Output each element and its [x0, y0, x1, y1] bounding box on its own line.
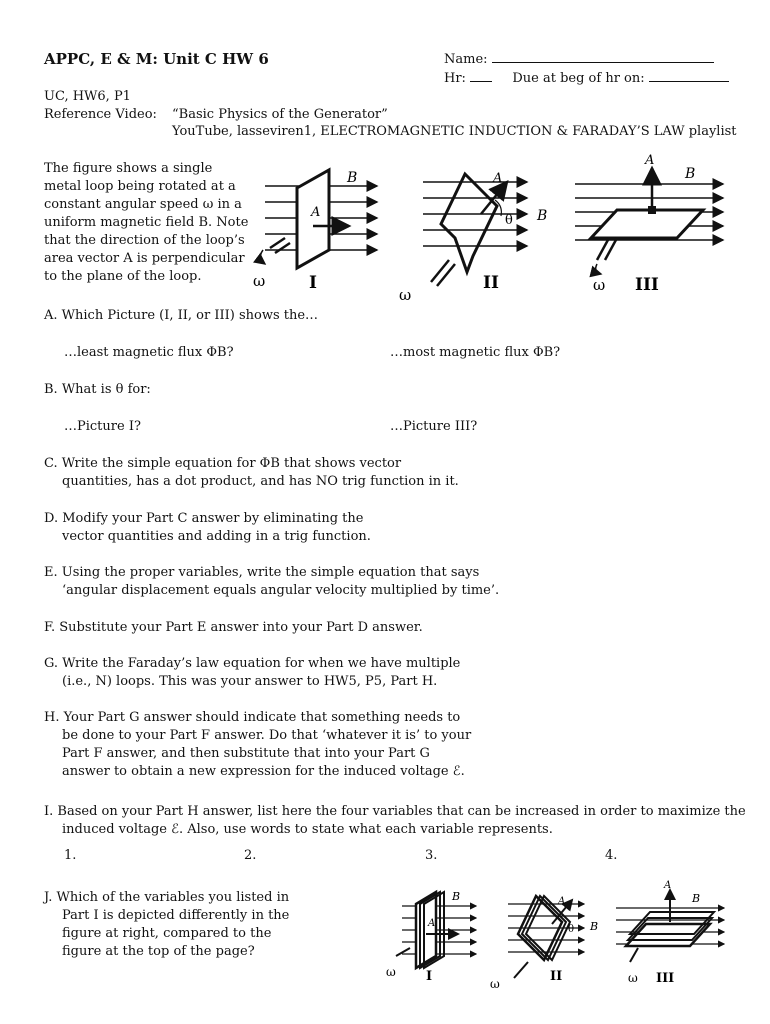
question-B2: …Picture III? [390, 419, 478, 434]
question-D [44, 510, 371, 546]
label-B: B [692, 892, 701, 905]
label-omega: ω [490, 977, 500, 991]
label-picture-II: II [550, 969, 563, 984]
hr-blank[interactable] [470, 69, 492, 82]
answer-item-4: 4. [605, 848, 618, 863]
label-B: B [452, 890, 461, 903]
hr-label: Hr: [444, 71, 466, 86]
intro-line: constant angular speed ω in a [44, 197, 242, 212]
question-line: (i.e., N) loops. This was your answer to HW5, P5, Part H. [62, 674, 438, 689]
question-line: ‘angular displacement equals angular velocity multiplied by time’. [62, 583, 500, 598]
answer-item-1: 1. [64, 848, 77, 863]
question-E [44, 564, 499, 600]
page-title: APPC, E & M: Unit C HW 6 [44, 50, 269, 68]
label-omega: ω [593, 276, 606, 294]
intro-line: to the plane of the loop. [44, 269, 202, 284]
question-C [44, 455, 459, 491]
intro-line: that the direction of the loop’s [44, 233, 245, 248]
assignment-code: UC, HW6, P1 [44, 89, 131, 104]
question-B: B. What is θ for: [44, 382, 151, 397]
intro-line: The figure shows a single [44, 161, 213, 176]
question-H [44, 709, 471, 781]
name-blank[interactable] [492, 50, 714, 63]
label-picture-I: I [309, 273, 317, 293]
question-F: F. Substitute your Part E answer into your Part D answer. [44, 620, 423, 635]
picture-III [575, 153, 723, 295]
label-A: A [558, 896, 566, 907]
answer-item-3: 3. [425, 848, 438, 863]
due-label: Due at beg of hr on: [512, 71, 645, 86]
label-A: A [493, 171, 503, 186]
hr-due-field [444, 69, 729, 88]
name-label: Name: [444, 52, 488, 67]
question-line: quantities, has a dot product, and has NO trig function in it. [62, 474, 459, 489]
intro-line: uniform magnetic field B. Note [44, 215, 249, 230]
label-A: A [311, 205, 321, 220]
question-A: A. Which Picture (I, II, or III) shows the… [44, 308, 319, 323]
question-line: figure at right, compared to the [62, 926, 272, 941]
intro-paragraph [44, 160, 248, 286]
question-line: Part I is depicted differently in the [62, 908, 290, 923]
question-line: vector quantities and adding in a trig function. [62, 529, 371, 544]
question-A1: …least magnetic flux ΦB? [64, 345, 234, 360]
question-line: be done to your Part F answer. Do that ‘whatever it is’ to your [62, 728, 472, 743]
picture-I [253, 170, 377, 293]
question-line: Part F answer, and then substitute that into your Part G [62, 746, 430, 761]
reference-title: “Basic Physics of the Generator” [172, 107, 388, 122]
question-line: J. Which of the variables you listed in [44, 890, 290, 905]
question-G [44, 655, 460, 691]
question-line: C. Write the simple equation for ΦB that shows vector [44, 456, 402, 471]
label-theta: θ [568, 924, 575, 935]
picture-II [399, 171, 547, 304]
reference-label: Reference Video: [44, 107, 157, 122]
label-omega: ω [399, 286, 412, 304]
coil-picture-I [386, 890, 476, 984]
due-blank[interactable] [649, 69, 729, 82]
name-field [444, 50, 714, 69]
question-J [44, 889, 289, 961]
coil-figure [380, 876, 730, 994]
label-picture-III: III [635, 275, 659, 295]
question-line: figure at the top of the page? [62, 944, 255, 959]
question-A2: …most magnetic flux ΦB? [390, 345, 561, 360]
reference-source: YouTube, lasseviren1, ELECTROMAGNETIC INDUCTION & FARADAY’S LAW playlist [172, 124, 737, 139]
intro-line: area vector A is perpendicular [44, 251, 245, 266]
label-A: A [664, 880, 672, 891]
label-A: A [428, 918, 436, 929]
question-line: I. Based on your Part H answer, list here the four variables that can be increased in order to maximize the [44, 804, 746, 819]
label-B: B [590, 920, 599, 933]
label-B: B [347, 170, 358, 186]
answer-item-2: 2. [244, 848, 257, 863]
question-B1: …Picture I? [64, 419, 141, 434]
question-line: G. Write the Faraday’s law equation for when we have multiple [44, 656, 461, 671]
coil-picture-II [490, 896, 598, 991]
label-picture-III: III [656, 971, 675, 986]
label-omega: ω [386, 965, 396, 979]
label-picture-II: II [483, 273, 499, 293]
question-line: induced voltage ℰ. Also, use words to state what each variable represents. [62, 822, 553, 837]
label-theta: θ [505, 213, 513, 228]
intro-line: metal loop being rotated at a [44, 179, 236, 194]
label-omega: ω [253, 272, 266, 290]
label-B: B [537, 208, 548, 224]
label-omega: ω [628, 971, 638, 985]
rotating-loop-figure [245, 148, 735, 308]
label-B: B [685, 166, 696, 182]
label-picture-I: I [426, 969, 433, 984]
question-line: E. Using the proper variables, write the simple equation that says [44, 565, 480, 580]
question-line: answer to obtain a new expression for the induced voltage ℰ. [62, 764, 465, 779]
question-I [44, 803, 746, 839]
label-A: A [645, 153, 655, 168]
question-line: H. Your Part G answer should indicate that something needs to [44, 710, 461, 725]
question-line: D. Modify your Part C answer by eliminating the [44, 511, 364, 526]
coil-picture-III [616, 880, 724, 986]
